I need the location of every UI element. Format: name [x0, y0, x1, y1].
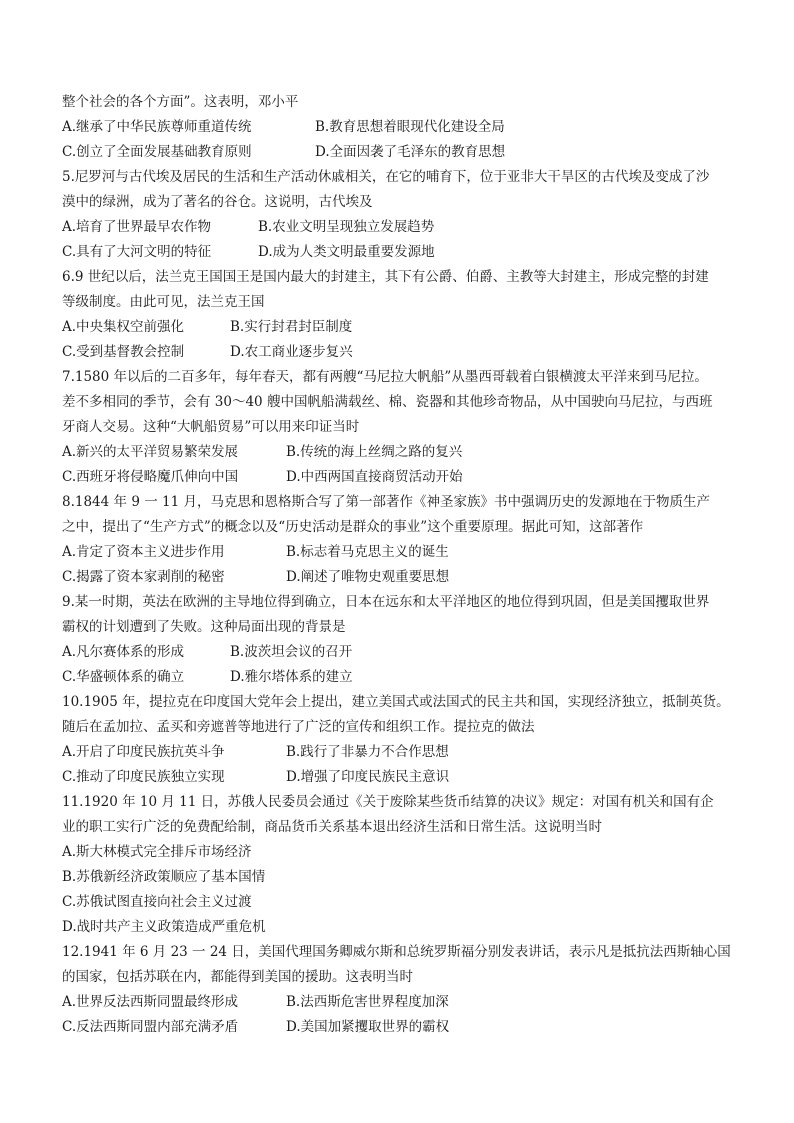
question-stem-line: 的国家，包括苏联在内，都能得到美国的援助。这表明当时 — [62, 969, 413, 985]
option-row — [62, 915, 742, 940]
question-q11 — [62, 790, 742, 940]
option-row — [62, 440, 742, 465]
question-stem-line: 随后在孟加拉、孟买和旁遮普等地进行了广泛的宣传和组织工作。提拉克的做法 — [62, 719, 535, 735]
option-row — [62, 890, 742, 915]
option-row — [62, 140, 742, 165]
question-stem-line: 12.1941 年 6 月 23 一 24 日，美国代理国务卿威尔斯和总统罗斯福分别发表讲话，表示凡是抵抗法西斯轴心国 — [62, 944, 731, 960]
option-row — [62, 340, 742, 365]
answer-option: D.增强了印度民族民主意识 — [286, 769, 450, 785]
question-stem-line: 牙商人交易。这种“大帆船贸易”可以用来印证当时 — [62, 419, 360, 435]
question-stem-line: 11.1920 年 10 月 11 日，苏俄人民委员会通过《关于废除某些货币结算的决议》规定：对国有机关和国有企 — [62, 794, 714, 810]
answer-option: A.新兴的太平洋贸易繁荣发展 — [62, 444, 239, 460]
answer-option: B.标志着马克思主义的诞生 — [286, 544, 449, 560]
answer-option: C.揭露了资本家剥削的秘密 — [62, 569, 225, 585]
answer-option: A.肯定了资本主义进步作用 — [62, 544, 225, 560]
answer-option: B.法西斯危害世界程度加深 — [286, 994, 449, 1010]
answer-option: C.创立了全面发展基础教育原则 — [62, 144, 252, 160]
answer-option: A.培育了世界最早农作物 — [62, 219, 212, 235]
question-stem-line: 霸权的计划遭到了失败。这种局面出现的背景是 — [62, 619, 346, 635]
option-row — [62, 565, 742, 590]
question-q10 — [62, 690, 742, 790]
exam-page — [62, 90, 742, 1040]
answer-option: D.阐述了唯物史观重要思想 — [286, 569, 450, 585]
answer-option: B.苏俄新经济政策顺应了基本国情 — [62, 869, 266, 885]
answer-option: D.成为人类文明最重要发源地 — [258, 244, 435, 260]
answer-option: B.践行了非暴力不合作思想 — [286, 744, 449, 760]
question-stem-line: 等级制度。由此可见，法兰克王国 — [62, 294, 265, 310]
question-stem-line: 10.1905 年，提拉克在印度国大党年会上提出，建立美国式或法国式的民主共和国，实现经济独立，抵制英货。 — [62, 694, 730, 710]
answer-option: A.中央集权空前强化 — [62, 319, 185, 335]
answer-option: A.继承了中华民族尊师重道传统 — [62, 119, 252, 135]
answer-option: C.西班牙将侵略魔爪伸向中国 — [62, 469, 239, 485]
answer-option: B.实行封君封臣制度 — [230, 319, 353, 335]
option-row — [62, 240, 742, 265]
option-row — [62, 765, 742, 790]
option-row — [62, 315, 742, 340]
answer-option: B.波茨坦会议的召开 — [230, 644, 353, 660]
answer-option: D.中西两国直接商贸活动开始 — [286, 469, 463, 485]
question-stem-line: 漠中的绿洲，成为了著名的谷仓。这说明，古代埃及 — [62, 194, 373, 210]
question-q12 — [62, 940, 742, 1040]
question-stem-line: 8.1844 年 9 一 11 月，马克思和恩格斯合写了第一部著作《神圣家族》书中强调历史的发源地在于物质生产 — [62, 494, 710, 510]
option-row — [62, 740, 742, 765]
question-stem-line: 之中，提出了“生产方式”的概念以及“历史活动是群众的事业”这个重要原理。据此可知，这部著作 — [62, 519, 644, 535]
option-row — [62, 865, 742, 890]
answer-option: C.具有了大河文明的特征 — [62, 244, 212, 260]
question-q7 — [62, 365, 742, 490]
option-row — [62, 540, 742, 565]
answer-option: C.苏俄试图直接向社会主义过渡 — [62, 894, 252, 910]
question-q6 — [62, 265, 742, 365]
intro-line: 整个社会的各个方面”。这表明，邓小平 — [62, 94, 299, 110]
question-stem-line: 7.1580 年以后的二百多年，每年春天，都有两艘“马尼拉大帆船”从墨西哥载着白银横渡太平洋来到马尼拉。 — [62, 369, 708, 385]
question-q5 — [62, 165, 742, 265]
answer-option: D.雅尔塔体系的建立 — [230, 669, 353, 685]
answer-option: B.传统的海上丝绸之路的复兴 — [286, 444, 463, 460]
answer-option: D.美国加紧攫取世界的霸权 — [286, 1019, 450, 1035]
answer-option: C.受到基督教会控制 — [62, 344, 185, 360]
answer-option: B.教育思想着眼现代化建设全局 — [315, 119, 505, 135]
answer-option: D.全面因袭了毛泽东的教育思想 — [315, 144, 506, 160]
question-q4 — [62, 115, 742, 165]
answer-option: C.华盛顿体系的确立 — [62, 669, 185, 685]
question-q9 — [62, 590, 742, 690]
option-row — [62, 215, 742, 240]
question-stem-line: 9.某一时期，英法在欧洲的主导地位得到确立，日本在远东和太平洋地区的地位得到巩固，但是美国攫取世界 — [62, 594, 710, 610]
answer-option: D.战时共产主义政策造成严重危机 — [62, 919, 266, 935]
option-row — [62, 640, 742, 665]
answer-option: A.世界反法西斯同盟最终形成 — [62, 994, 239, 1010]
option-row — [62, 1015, 742, 1040]
question-list — [62, 115, 742, 1040]
question-q8 — [62, 490, 742, 590]
question-stem-line: 差不多相同的季节，会有 30～40 艘中国帆船满载丝、棉、瓷器和其他珍奇物品，从中国驶向马尼拉，与西班 — [62, 394, 713, 410]
answer-option: A.开启了印度民族抗英斗争 — [62, 744, 225, 760]
answer-option: C.反法西斯同盟内部充满矛盾 — [62, 1019, 239, 1035]
answer-option: B.农业文明呈现独立发展趋势 — [258, 219, 435, 235]
answer-option: A.凡尔赛体系的形成 — [62, 644, 185, 660]
option-row — [62, 840, 742, 865]
question-stem-line: 5.尼罗河与古代埃及居民的生活和生产活动休戚相关，在它的哺育下，位于亚非大干旱区的古代埃及变成了沙 — [62, 169, 710, 185]
option-row — [62, 990, 742, 1015]
answer-option: A.斯大林模式完全排斥市场经济 — [62, 844, 252, 860]
answer-option: D.农工商业逐步复兴 — [230, 344, 353, 360]
option-row — [62, 115, 742, 140]
answer-option: C.推动了印度民族独立实现 — [62, 769, 225, 785]
question-stem-line: 业的职工实行广泛的免费配给制，商品货币关系基本退出经济生活和日常生活。这说明当时 — [62, 819, 602, 835]
option-row — [62, 465, 742, 490]
question-stem-line: 6.9 世纪以后，法兰克王国国王是国内最大的封建主，其下有公爵、伯爵、主教等大封建主，形成完整的封建 — [62, 269, 709, 285]
option-row — [62, 665, 742, 690]
